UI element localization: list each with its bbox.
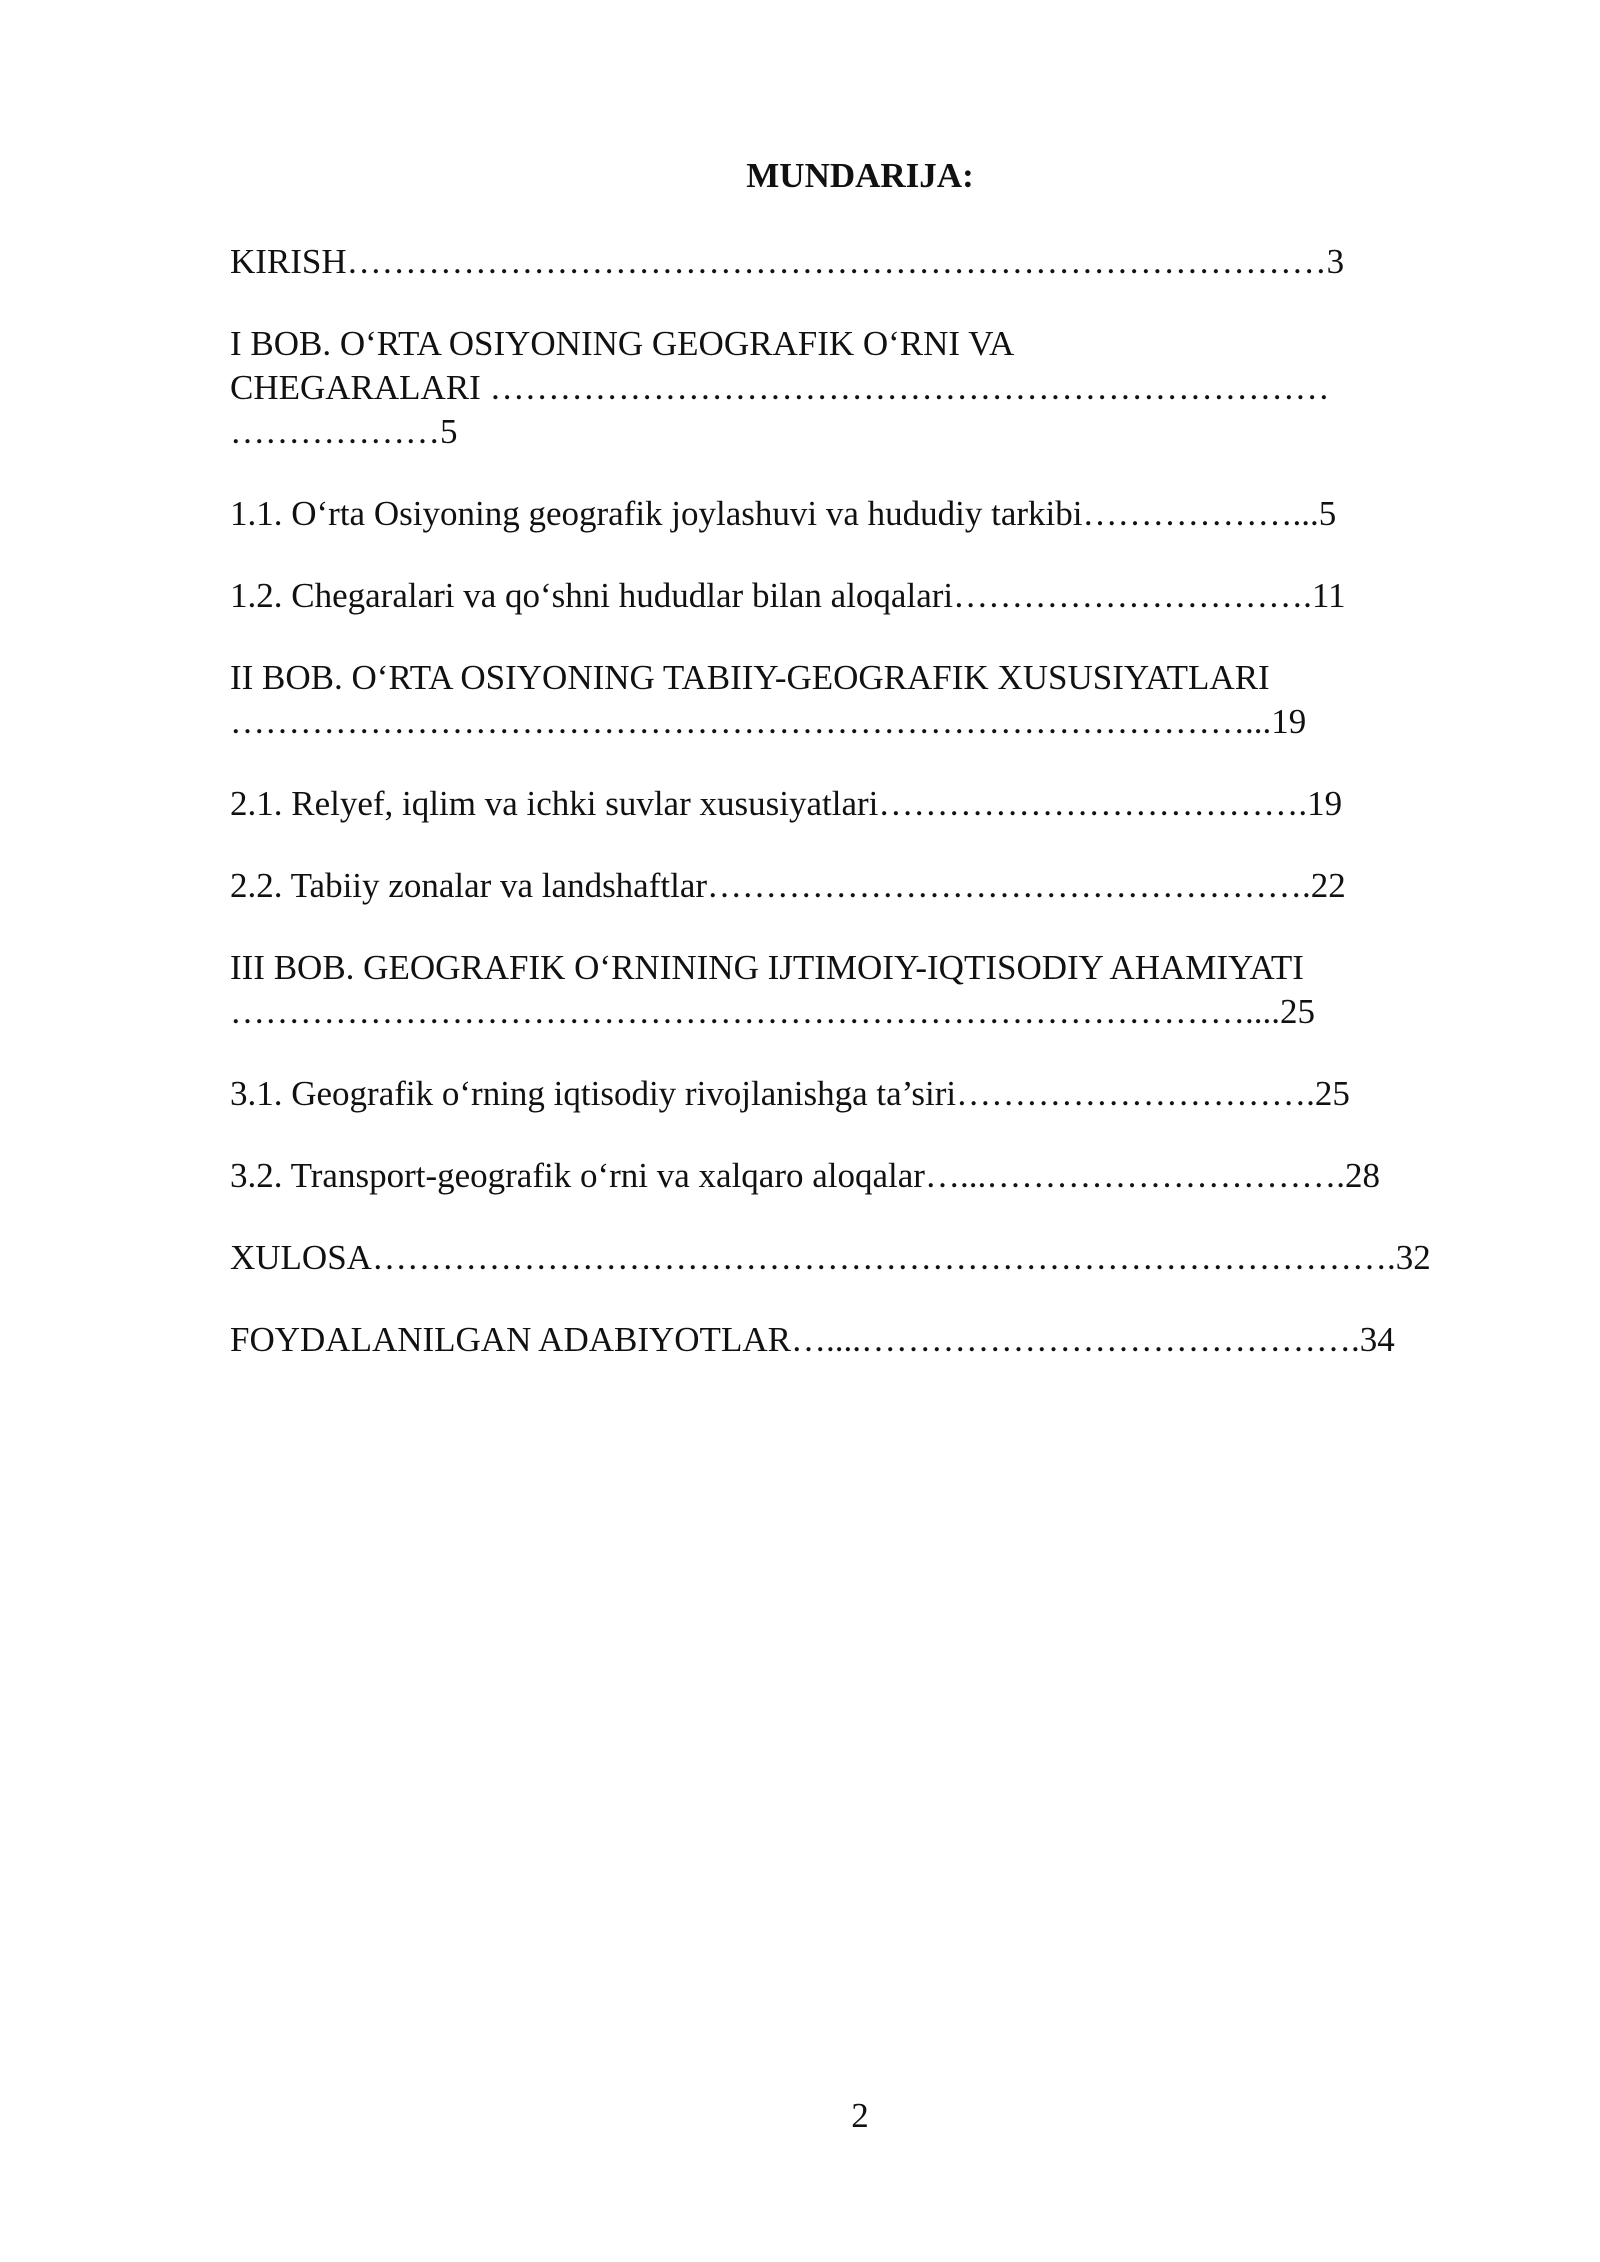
toc-entry-section-1-2: 1.2. Chegaralari va qo‘shni hududlar bilan aloqalari………………………….11 (230, 576, 1346, 615)
toc-entry-section-3-2: 3.2. Transport-geografik o‘rni va xalqaro aloqalar…...………………………….28 (230, 1156, 1380, 1195)
toc-entry-chapter-3-line-1: III BOB. GEOGRAFIK O‘RNINING IJTIMOIY-IQTISODIY AHAMIYATI (230, 948, 1304, 987)
page-title: MUNDARIJA: (746, 156, 974, 195)
toc-entry-chapter-2-line-1: II BOB. O‘RTA OSIYONING TABIIY-GEOGRAFIK XUSUSIYATLARI (230, 658, 1270, 697)
toc-entry-section-2-1: 2.1. Relyef, iqlim va ichki suvlar xususiyatlari……………………………….19 (230, 784, 1343, 823)
page-number: 2 (851, 2096, 869, 2135)
toc-entry-chapter-1-line-2: CHEGARALARI ……………………………………………………………… (230, 368, 1330, 407)
toc-entry-chapter-3-line-2: ……………………………………………………………………………....25 (230, 992, 1315, 1031)
toc-entry-chapter-2-line-2: ……………………………………………………………………………...19 (230, 702, 1307, 741)
toc-entry-xulosa: XULOSA…………………………………………………………………………….32 (230, 1238, 1431, 1277)
toc-entry-chapter-1-line-3: ………………5 (230, 412, 458, 451)
toc-entry-section-1-1: 1.1. O‘rta Osiyoning geografik joylashuvi va hududiy tarkibi………………...5 (230, 494, 1337, 533)
toc-entry-chapter-1-line-1: I BOB. O‘RTA OSIYONING GEOGRAFIK O‘RNI VA (230, 324, 1015, 363)
toc-entry-kirish: KIRISH…………………………………………………………………………3 (230, 242, 1345, 281)
toc-entry-section-3-1: 3.1. Geografik o‘rning iqtisodiy rivojlanishga ta’siri………………………….25 (230, 1074, 1350, 1113)
toc-entry-adabiyotlar: FOYDALANILGAN ADABIYOTLAR…....…………………………………….34 (230, 1320, 1395, 1359)
toc-entry-section-2-2: 2.2. Tabiiy zonalar va landshaftlar…………………………………………….22 (230, 866, 1346, 905)
